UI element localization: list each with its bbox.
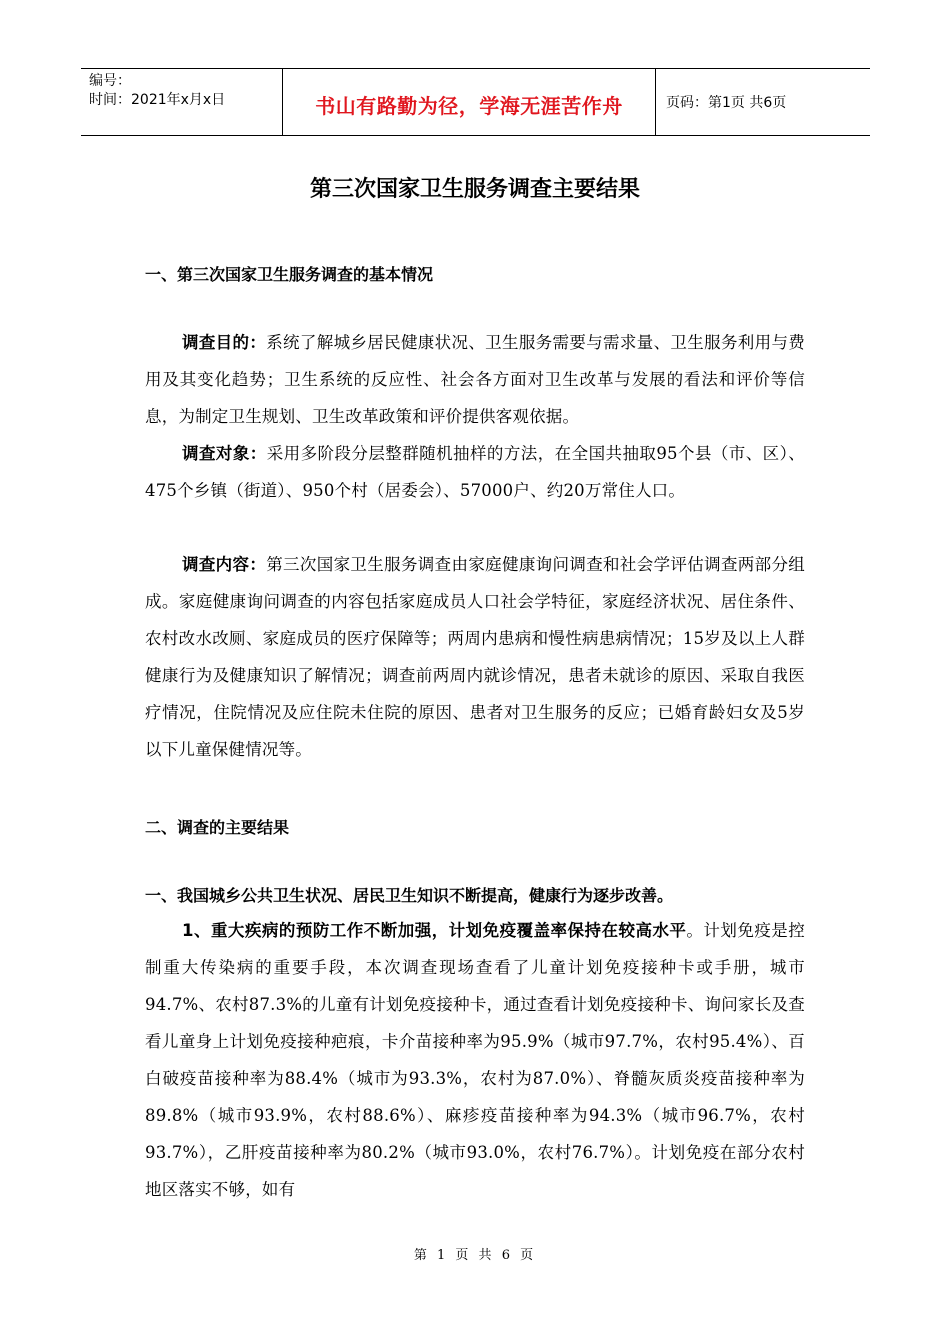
number-label: 编号： bbox=[89, 73, 131, 89]
subjects-text: 采用多阶段分层整群随机抽样的方法，在全国共抽取95个县（市、区）、475个乡镇（街道）、950个村（居委会）、57000户、约20万常住人口。 bbox=[145, 444, 805, 500]
section2-subheading: 一、我国城乡公共卫生状况、居民卫生知识不断提高，健康行为逐步改善。 bbox=[145, 886, 674, 905]
header-motto-cell bbox=[282, 69, 656, 135]
motto: 书山有路勤为径，学海无涯苦作舟 bbox=[315, 93, 623, 118]
header-table bbox=[81, 68, 870, 136]
immunization-label: 1、重大疾病的预防工作不断加强，计划免疫覆盖率保持在较高水平 bbox=[182, 921, 687, 940]
paragraph-content bbox=[145, 546, 805, 768]
purpose-label: 调查目的： bbox=[182, 333, 267, 352]
subjects-label: 调查对象： bbox=[182, 444, 267, 463]
page-info: 页码：第1页 共6页 bbox=[666, 95, 787, 111]
section2-heading: 二、调查的主要结果 bbox=[145, 818, 290, 837]
page-footer: 第 1 页 共 6 页 bbox=[413, 1248, 537, 1263]
header-page-cell bbox=[656, 69, 870, 135]
paragraph-purpose bbox=[145, 324, 805, 435]
header-meta bbox=[81, 69, 282, 135]
paragraph-immunization bbox=[145, 912, 805, 1208]
paragraph-subjects bbox=[145, 435, 805, 509]
section1-heading: 一、第三次国家卫生服务调查的基本情况 bbox=[145, 265, 434, 284]
content-text: 第三次国家卫生服务调查由家庭健康询问调查和社会学评估调查两部分组成。家庭健康询问调查的内容包括家庭成员人口社会学特征，家庭经济状况、居住条件、农村改水改厕、家庭成员的医疗保障等；两周内患病和慢性病患病情况；15岁及以上人群健康行为及健康知识了解情况；调查前两周内就诊情况，患者未就诊的原因、采取自我医疗情况，住院情况及应住院未住院的原因、患者对卫生服务的反应；已婚育龄妇女及5岁以下儿童保健情况等。 bbox=[145, 555, 806, 759]
document-title: 第三次国家卫生服务调查主要结果 bbox=[309, 177, 640, 202]
immunization-text: 。计划免疫是控制重大传染病的重要手段，本次调查现场查看了儿童计划免疫接种卡或手册，城市94.7%、农村87.3%的儿童有计划免疫接种卡，通过查看计划免疫接种卡、询问家长及查看儿童身上计划免疫接种疤痕，卡介苗接种率为95.9%（城市97.7%，农村95.4%）、百白破疫苗接种率为88.4%（城市为93.3%，农村为87.0%）、脊髓灰质炎疫苗接种率为89.8%（城市93.9%，农村88.6%）、麻疹疫苗接种率为94.3%（城市96.7%，农村93.7%），乙肝疫苗接种率为80.2%（城市93.0%，农村76.7%）。计划免疫在部分农村地区落实不够，如有 bbox=[145, 921, 805, 1199]
date-label: 时间：2021年x月x日 bbox=[89, 92, 226, 108]
purpose-text: 系统了解城乡居民健康状况、卫生服务需要与需求量、卫生服务利用与费用及其变化趋势；卫生系统的反应性、社会各方面对卫生改革与发展的看法和评价等信息，为制定卫生规划、卫生改革政策和评价提供客观依据。 bbox=[145, 333, 806, 426]
content-label: 调查内容： bbox=[182, 555, 267, 574]
